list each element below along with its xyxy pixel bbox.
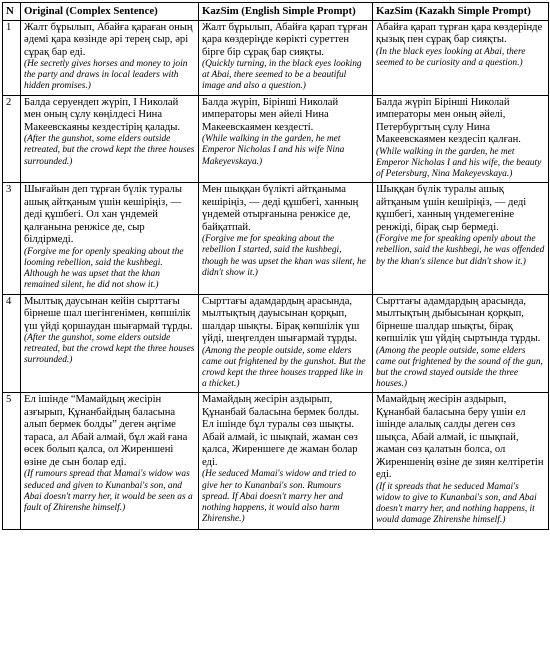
kazakh-text: Жалт бұрылып, Абайға қарап тұрған қара көздеріңде көрікті суреттен бірге бір сұрақ бар сияқты.	[202, 21, 368, 58]
english-prompt-cell	[199, 393, 373, 529]
english-prompt-cell	[199, 20, 373, 95]
english-prompt-cell	[199, 95, 373, 183]
translation-text: (Among the people outside, some elders came out frightened by the sound of the gun, but the crowd stayed outside the three houses.)	[376, 345, 543, 390]
kazakh-text: Ел ішінде “Мамайдың жесірін азғырып, Құнанбайдың баласына алып бермек болды” деген әңгіме тараса, ал Абай алмай, бұл жай ғана өсек болып қалса, ол Жиреншені өзіне де сын болар еді.	[24, 394, 188, 468]
kazakh-text: Сырттағы адамдардың арасында, мылтықтың дауысынан қорқып, шалдар шықты. Бірақ көпшілік үш үйді, шеңгелден шығармай тұрды.	[202, 295, 360, 345]
original-cell	[21, 95, 199, 183]
kazakh-text: Балда серуендеп жүріп, І Николай мен оның сұлу көңілдесі Нина Макеевскаяны кездестірің қалады.	[24, 96, 181, 133]
kazakh-text: Жалт бұрылып, Абайға қараған оның әдемі қара көзінде әрі терең сыр, әрі сұрақ бар еді.	[24, 21, 193, 58]
row-number: 2	[3, 95, 21, 183]
translation-text: (While walking in the garden, he met Emperor Nicholas I and his wife Nina Makeyevskaya.)	[202, 134, 345, 167]
kazakh-text: Балда жүріп, Бірінші Николай императоры мен әйелі Нина Макеевскаямен кездесті.	[202, 96, 339, 133]
kazakh-text: Сырттағы адамдардың арасында, мылтықтың дыбысынан қорқып, бірнеше шалдар шықты, бірақ көпшілік үш үйдің сыртында тұрды.	[376, 295, 541, 345]
kazakh-prompt-cell	[373, 20, 549, 95]
kazakh-text: Балда жүріп Бірінші Николай императоры мен оның әйелі, Петербургтың сұлу Нина Макеевскаямен кездесіп қалған.	[376, 96, 521, 146]
header-original: Original (Complex Sentence)	[21, 3, 199, 21]
kazakh-text: Мамайдың жесірін аздырып, Құнанбай баласына бермек болды. Ел ішінде бұл туралы сөз шықты. Абай алмай, іс шықпай, жаман сөз қалса, Жиреншеге де жаман болар еді.	[202, 394, 360, 468]
translation-text: (Among the people outside, some elders came out frightened by the gunshot. But the crowd kept the three houses trapped like in a thicket.)	[202, 345, 366, 390]
kazakh-prompt-cell	[373, 393, 549, 529]
table-row	[3, 183, 549, 294]
original-cell	[21, 294, 199, 393]
original-cell	[21, 393, 199, 529]
translation-text: (In the black eyes looking at Abai, there seemed to be curiosity and a question.)	[376, 46, 526, 68]
translation-text: (He seduced Mamai's widow and tried to give her to Kunanbai's son. Rumours spread. If Abai doesn't marry her and nothing happens, it would also harm Zhirenshe.)	[202, 469, 357, 525]
kazakh-text: Мен шыққан бүлікті айтқаныма кешіріңіз, — деді құшбегі, ханның үндемей отырғанына ренжісе де, байқатпай.	[202, 184, 359, 233]
translation-text: (He secretly gives horses and money to join the party and draws in local leaders with hidden promises.)	[24, 59, 188, 92]
kazakh-text: Абайға қарап тұрған қара көздерінде қызық пен сұрақ бар сияқты.	[376, 21, 543, 45]
comparison-table	[2, 2, 549, 530]
row-number: 5	[3, 393, 21, 529]
header-row	[3, 3, 549, 21]
english-prompt-cell	[199, 183, 373, 294]
translation-text: (If it spreads that he seduced Mamai's widow to give to Kunanbai's son, and Abai doesn't marry her, and nothing happens, it would damage Zhirenshe himself.)	[376, 481, 537, 526]
row-number: 4	[3, 294, 21, 393]
table-row	[3, 20, 549, 95]
translation-text: (After the gunshot, some elders outside retreated, but the crowd kept the three houses surrounded.)	[24, 134, 195, 167]
translation-text: (If rumours spread that Mamai's widow was seduced and given to Kunanbai's son, and Abai doesn't marry her, it would be seen as a fault of Zhirenshe himself.)	[24, 469, 193, 513]
kazakh-text: Мылтық даусынан кейін сырттағы бірнеше шал шегінгенімен, көпшілік үш үйді қоршаудан шығармай тұрды.	[24, 295, 193, 332]
original-cell	[21, 20, 199, 95]
kazakh-prompt-cell	[373, 95, 549, 183]
translation-text: (Forgive me for openly speaking about the looming rebellion, said the kushbegi. Although he was upset that the khan remained silent, he did not show it.)	[24, 246, 184, 291]
translation-text: (While walking in the garden, he met Emperor Nicholas I and his wife, the beauty of Petersburg, Nina Makeyevskaya.)	[376, 146, 542, 180]
kazakh-prompt-cell	[373, 183, 549, 294]
row-number: 1	[3, 20, 21, 95]
kazakh-text: Шығайын деп тұрған бүлік туралы ашық айтқаным үшін кешіріңіз, — деді құшбегі. Ол хан үндемей қалғанына ренжісе де, сыр білдірмеді.	[24, 184, 182, 246]
translation-text: (Quickly turning, in the black eyes looking at Abai, there seemed to be a beautiful image and also a question.)	[202, 59, 362, 92]
translation-text: (After the gunshot, some elders outside retreated, but the crowd kept the three houses surrounded.)	[24, 333, 195, 366]
translation-text: (Forgive me for speaking openly about the rebellion, said the kushbegi, he was offended by the khan's silence but didn't show it.)	[376, 234, 545, 267]
kazakh-prompt-cell	[373, 294, 549, 393]
comparison-table-wrapper	[2, 2, 549, 530]
table-row	[3, 95, 549, 183]
translation-text: (Forgive me for speaking about the rebellion I started, said the kushbegi, though he was upset the khan was silent, he didn't show it.)	[202, 234, 366, 278]
header-kazakh-prompt: KazSim (Kazakh Simple Prompt)	[373, 3, 549, 21]
original-cell	[21, 183, 199, 294]
table-row	[3, 294, 549, 393]
kazakh-text: Мамайдың жесірін аздырып, Құнанбай баласына беру үшін ел ішінде алалық салды деген сөз шықса, Абай алмай, іс шықпай, жаман сөз қалатын болса, ол Жиреншенің өзіне де зиян келтіретін еді.	[376, 394, 544, 481]
kazakh-text: Шыққан бүлік туралы ашық айтқаным үшін кешіріңіз, — деді құшбегі, ханның үндемегеніне ренжіді, бірақ сыр бермеді.	[376, 184, 527, 233]
header-n: N	[3, 3, 21, 21]
english-prompt-cell	[199, 294, 373, 393]
table-row	[3, 393, 549, 529]
header-english-prompt: KazSim (English Simple Prompt)	[199, 3, 373, 21]
row-number: 3	[3, 183, 21, 294]
